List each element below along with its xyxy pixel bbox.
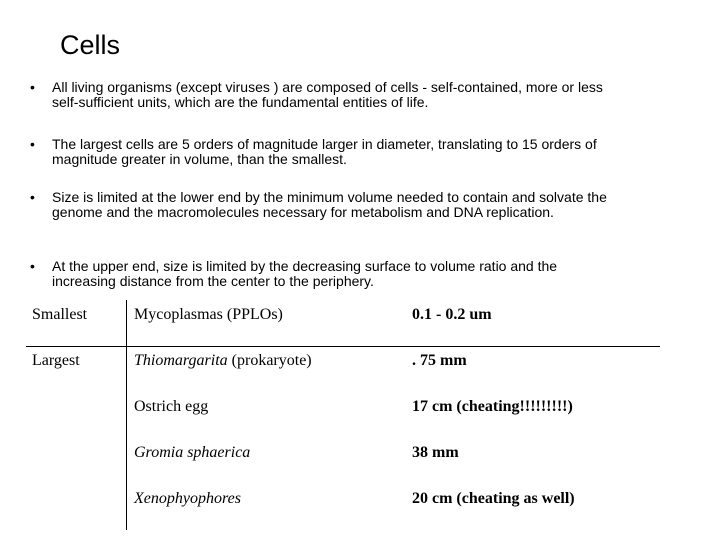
table-divider-horizontal [26,346,660,347]
organism-name [134,490,241,508]
size-value: 0.1 - 0.2 um [412,306,492,323]
organism-name [134,444,250,462]
bullet-text: Size is limited at the lower end by the minimum volume needed to contain and solvate the genome and the macromolecules necessary for metabolism and DNA replication. [52,189,607,220]
bullet-text: At the upper end, size is limited by the decreasing surface to volume ratio and the increasing distance from the center to the periphery. [52,258,558,289]
page-title: Cells [60,30,121,60]
row-label: Smallest [32,306,88,323]
bullet-text: All living organisms (except viruses ) are composed of cells - self-contained, more or less self-sufficient units, which are the fundamental entities of life. [52,79,603,110]
organism-name [134,352,312,370]
organism-name-text: Gromia sphaerica [134,444,251,461]
bullet-marker: • [30,136,35,152]
size-value: 20 cm (cheating as well) [412,490,575,507]
organism-name-text: Xenophyophores [134,490,241,507]
bullet-marker: • [30,79,35,95]
size-value: 38 mm [412,444,459,461]
bullet-text: The largest cells are 5 orders of magnitude larger in diameter, translating to 15 orders of magnitude greater in volume, than the smallest. [52,136,597,167]
row-label: Largest [32,352,80,369]
organism-name [134,398,208,416]
organism-name-suffix: (prokaryote) [227,352,312,369]
organism-name-text: Mycoplasmas (PPLOs) [134,306,283,323]
organism-name [134,306,283,324]
size-value: . 75 mm [412,352,467,369]
organism-name-text: Thiomargarita [134,352,228,369]
organism-name-text: Ostrich egg [134,398,209,415]
size-value: 17 cm (cheating!!!!!!!!!) [412,398,573,415]
bullet-marker: • [30,189,35,205]
bullet-marker: • [30,258,35,274]
table-divider-vertical [126,300,127,530]
